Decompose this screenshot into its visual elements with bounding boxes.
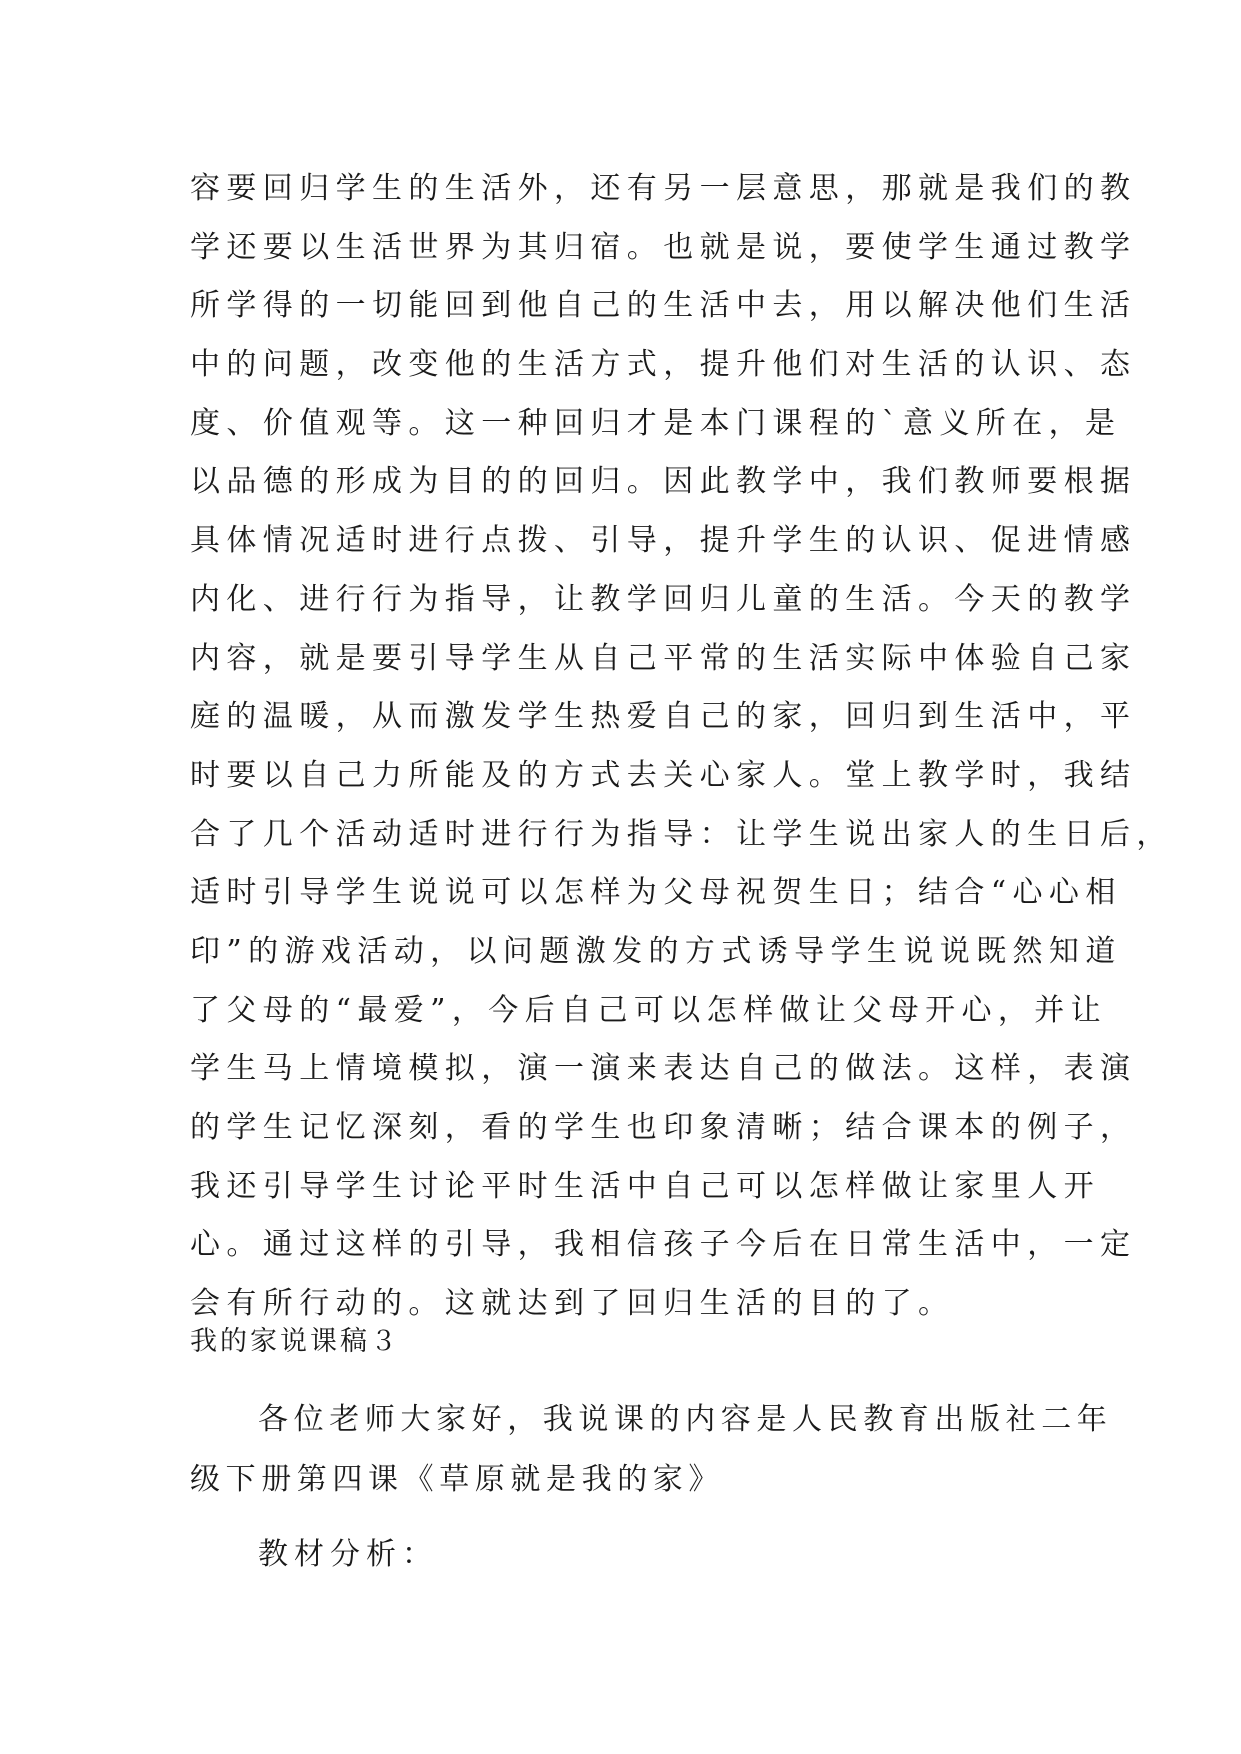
text-line: 所学得的一切能回到他自己的生活中去，用以解决他们生活 bbox=[190, 288, 1137, 324]
text-line: 各位老师大家好，我说课的内容是人民教育出版社二年 bbox=[258, 1402, 1113, 1437]
subsection-heading: 教材分析： bbox=[258, 1537, 438, 1572]
text-line: 时要以自己力所能及的方式去关心家人。堂上教学时，我结 bbox=[190, 757, 1137, 793]
intro-paragraph bbox=[190, 1390, 1113, 1510]
text-line: 度、价值观等。这一种回归才是本门课程的`意义所在，是 bbox=[190, 405, 1122, 441]
section-heading: 我的家说课稿３ bbox=[190, 1326, 400, 1357]
text-line: 中的问题，改变他的生活方式，提升他们对生活的认识、态 bbox=[190, 347, 1137, 383]
text-line: 学生马上情境模拟，演一演来表达自己的做法。这样，表演 bbox=[190, 1051, 1137, 1087]
text-line: 容要回归学生的生活外，还有另一层意思，那就是我们的教 bbox=[190, 171, 1137, 206]
text-line: 内容，就是要引导学生从自己平常的生活实际中体验自己家 bbox=[190, 640, 1137, 676]
text-line: 以品德的形成为目的的回归。因此教学中，我们教师要根据 bbox=[190, 464, 1137, 500]
text-line: 学还要以生活世界为其归宿。也就是说，要使学生通过教学 bbox=[190, 229, 1137, 265]
text-line: 了父母的“最爱”，今后自己可以怎样做让父母开心，并让 bbox=[190, 992, 1108, 1028]
text-line: 我还引导学生讨论平时生活中自己可以怎样做让家里人开 bbox=[190, 1168, 1100, 1204]
text-line: 印”的游戏活动，以问题激发的方式诱导学生说说既然知道 bbox=[190, 933, 1122, 969]
body-paragraph bbox=[190, 160, 1173, 1334]
text-line: 具体情况适时进行点拨、引导，提升学生的认识、促进情感 bbox=[190, 523, 1137, 559]
text-line: 内化、进行行为指导，让教学回归儿童的生活。今天的教学 bbox=[190, 581, 1137, 617]
text-line: 级下册第四课《草原就是我的家》 bbox=[190, 1462, 724, 1497]
text-line: 庭的温暖，从而激发学生热爱自己的家，回归到生活中，平 bbox=[190, 699, 1137, 735]
text-line: 合了几个活动适时进行行为指导：让学生说出家人的生日后， bbox=[190, 816, 1173, 852]
text-line: 心。通过这样的引导，我相信孩子今后在日常生活中，一定 bbox=[190, 1227, 1137, 1263]
text-line: 会有所行动的。这就达到了回归生活的目的了。 bbox=[190, 1286, 955, 1322]
text-line: 适时引导学生说说可以怎样为父母祝贺生日；结合“心心相 bbox=[190, 875, 1122, 911]
text-line: 的学生记忆深刻，看的学生也印象清晰；结合课本的例子， bbox=[190, 1110, 1137, 1145]
